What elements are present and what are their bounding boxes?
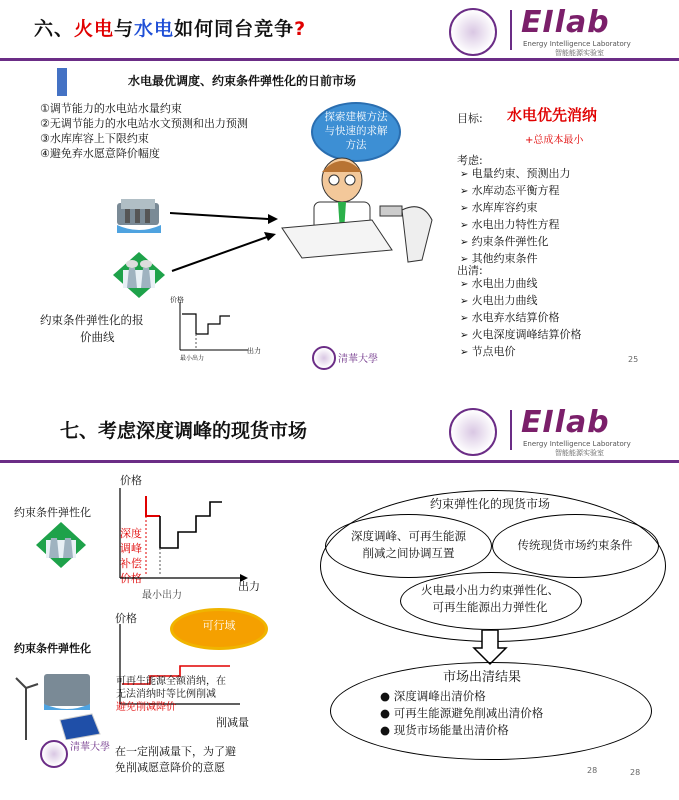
clear-item: ➢ 火电深度调峰结算价格 [460,327,582,344]
slide2-title: 七、考虑深度调峰的现货市场 [60,420,308,442]
condition-1: ①调节能力的水电站水量约束 [40,102,182,115]
left-label-2: 约束条件弹性化 [14,642,91,655]
inner-text-3 [405,582,575,616]
red-label-line: 补偿 [120,557,142,570]
condition-4: ④避免弃水愿意降价幅度 [40,147,160,160]
target-sub: +总成本最小 [525,135,584,146]
inner1-line2: 削减之间协调互置 [362,546,455,560]
page-number-2b: 28 [630,768,641,777]
page-number-2a: 28 [587,766,598,775]
inner-text-1 [336,528,481,562]
chart3-xlabel: 削减量 [216,716,249,729]
slide-2 [0,394,679,800]
renewable-text [116,675,226,714]
slide1-title: 六、火电与水电如何同台竞争? [34,18,307,40]
down-arrow-icon [470,630,510,666]
clear-label: 出清: [457,264,483,277]
condition-2: ②无调节能力的水电站水文预测和出力预测 [40,117,248,130]
consider-item: ➢ 其他约束条件 [460,251,571,268]
conditions-list [40,101,248,161]
result-item: ● 可再生能源避免削减出清价格 [380,706,544,720]
chart1-xlabel: 出力 [247,347,261,355]
footer-seal-icon-2 [40,740,68,768]
consider-item: ➢ 水库库容约束 [460,200,571,217]
thermal-plant-icon-2 [36,522,86,568]
clear-item: ➢ 水电出力曲线 [460,276,582,293]
clear-item: ➢ 火电出力曲线 [460,293,582,310]
chart2-min-label: 最小出力 [142,590,182,601]
target-label: 目标: [457,112,483,125]
inner3-line2: 可再生能源出力弹性化 [432,600,548,614]
clear-list [460,276,582,361]
inner3-line1: 火电最小出力约束弹性化、 [421,583,559,597]
bottom-note-line1: 在一定削减量下，为了避 [115,745,236,758]
thermal-plant-icon [113,252,165,298]
renew-line2: 无法消纳时等比例削减 [116,689,216,700]
renewable-icons [14,674,104,740]
red-label-line: 调峰 [120,542,142,555]
chart2-xlabel: 出力 [238,580,260,593]
logo-subtitle-cn: 智能能源实验室 [555,49,604,57]
logo-subtitle-cn-2: 智能能源实验室 [555,449,604,457]
bubble-line-2: 与快速的求解 [324,125,388,137]
slide-1 [0,0,679,378]
consider-list [460,166,571,268]
footer-university: 清華大學 [338,354,378,365]
bid-curve-label [40,312,144,346]
consider-item: ➢ 水库动态平衡方程 [460,183,571,200]
university-seal-icon-2 [449,408,497,456]
inner-text-2: 传统现货市场约束条件 [517,538,633,552]
feasible-label: 可行域 [202,619,236,632]
chart2-ylabel: 价格 [120,474,142,487]
bottom-note-line2: 免削减愿意降价的意愿 [115,761,225,774]
logo-divider-2 [510,410,512,450]
deep-peak-chart [110,486,260,586]
condition-3: ③水库库容上下限约束 [40,132,149,145]
result-list [380,688,543,739]
chart3-ylabel: 价格 [115,612,137,625]
bid-curve-label-line1: 约束条件弹性化的报 [40,313,144,327]
consider-item: ➢ 水电出力特性方程 [460,217,571,234]
result-item: ● 深度调峰出清价格 [380,689,486,703]
red-label-line: 深度 [120,527,142,540]
hydro-dam-icon [113,195,165,235]
bubble-line-1: 探索建模方法 [324,111,388,123]
eilab-logo: EIlab [521,5,610,40]
consider-item: ➢ 电量约束、预测出力 [460,166,571,183]
logo-divider [510,10,512,50]
slide1-subtitle: 水电最优调度、约束条件弹性化的日前市场 [128,74,357,88]
bottom-note [115,744,236,776]
chart1-ylabel: 价格 [170,296,184,304]
eilab-logo-2: EIlab [521,405,610,440]
operator-illustration-icon [272,150,452,270]
clear-item: ➢ 节点电价 [460,344,582,361]
university-seal-icon [449,8,497,56]
chart1-min-label: 最小出力 [180,355,205,362]
header-rule-2 [0,460,679,463]
logo-subtitle-en-2: Energy Intelligence Laboratory [523,440,631,448]
inner1-line1: 深度调峰、可再生能源 [351,529,466,543]
slide-separator [0,378,679,394]
section-marker [57,68,67,96]
bubble-line-3: 方法 [345,139,367,151]
consider-item: ➢ 约束条件弹性化 [460,234,571,251]
target-value: 水电优先消纳 [507,106,598,124]
consider-label: 考虑: [457,154,483,167]
bid-curve-label-line2: 价曲线 [80,330,115,344]
result-title: 市场出清结果 [443,670,522,685]
logo-subtitle-en: Energy Intelligence Laboratory [523,40,631,48]
arrows-to-operator [170,205,280,285]
red-label-line: 价格 [120,572,142,585]
footer-university-2: 清華大學 [70,742,110,753]
bid-curve-chart [170,300,250,355]
left-label-1: 约束条件弹性化 [14,506,91,519]
header-rule [0,58,679,61]
result-item: ● 现货市场能量出清价格 [380,723,509,737]
footer-seal-icon [312,346,336,370]
market-title: 约束弹性化的现货市场 [430,497,551,511]
renew-red: 避免削减降价 [116,702,176,713]
clear-item: ➢ 水电弃水结算价格 [460,310,582,327]
renew-line1: 可再生能源全额消纳，在 [116,676,226,687]
page-number-1: 25 [628,355,639,364]
